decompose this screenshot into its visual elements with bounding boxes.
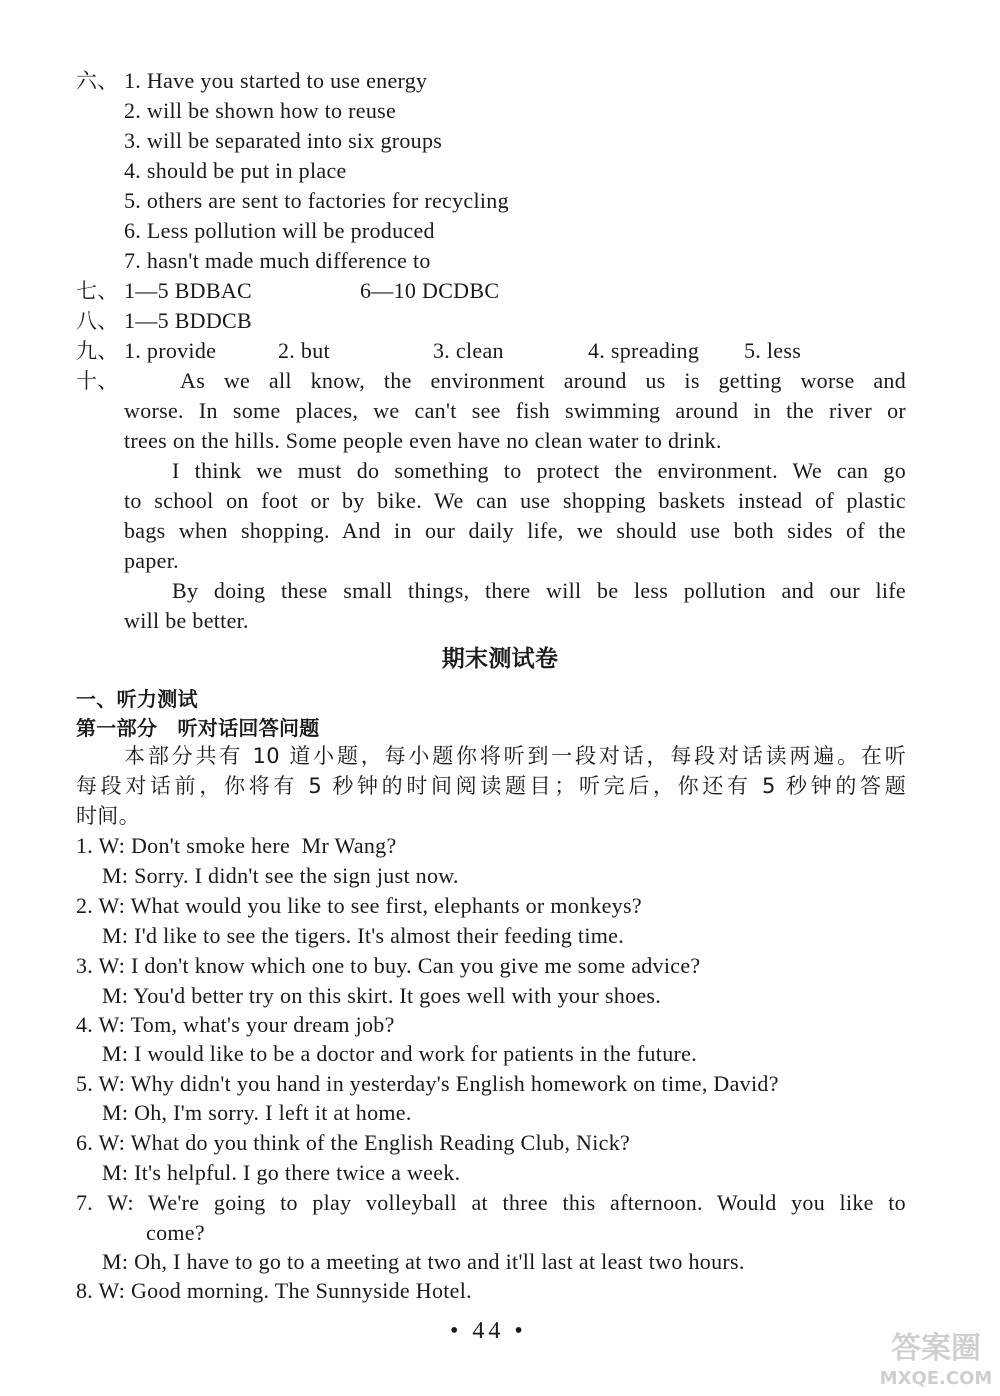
answer-7-b: 6—10 DCDBC [360,278,500,303]
watermark-top: 答案圈 [891,1331,981,1366]
answer-6-4: 4. should be put in place [124,158,347,183]
answer-6-3: 3. will be separated into six groups [124,128,443,153]
essay-line-2: worse. In some places, we can't see fish swimming around in the river or [124,398,906,423]
dialogue-7-m: M: Oh, I have to go to a meeting at two and it'll last at least two hours. [102,1249,745,1274]
dialogue-1-m: M: Sorry. I didn't see the sign just now. [102,863,459,888]
section-9-label: 九、 [76,339,119,363]
answer-6-5: 5. others are sent to factories for recycling [124,188,509,213]
dialogue-7-w: 7. W: We're going to play volleyball at three this afternoon. Would you like to [76,1190,906,1215]
answer-6-7: 7. hasn't made much difference to [124,248,431,273]
essay-line-5: to school on foot or by bike. We can use shopping baskets instead of plastic [124,488,906,513]
section-1-heading: 第一部分 听对话回答问题 [76,716,320,740]
instructions-line-3: 时间。 [76,804,140,828]
essay-line-9: will be better. [124,608,249,633]
answer-7-a: 1—5 BDBAC [124,278,252,303]
essay-line-4: I think we must do something to protect the environment. We can go [172,458,906,483]
dialogue-3-w: 3. W: I don't know which one to buy. Can you give me some advice? [76,953,701,978]
dialogue-5-w: 5. W: Why didn't you hand in yesterday's English homework on time, David? [76,1071,779,1096]
answer-9-2: 2. but [278,338,330,363]
dialogue-2-w: 2. W: What would you like to see first, elephants or monkeys? [76,893,642,918]
essay-line-7: paper. [124,548,179,573]
dialogue-6-m: M: It's helpful. I go there twice a week. [102,1160,461,1185]
page-number: • 44 • [450,1318,527,1344]
dialogue-5-m: M: Oh, I'm sorry. I left it at home. [102,1100,412,1125]
essay-line-8: By doing these small things, there will be less pollution and our life [172,578,906,603]
section-6-label: 六、 [76,69,119,93]
section-7-label: 七、 [76,279,119,303]
essay-line-3: trees on the hills. Some people even have no clean water to drink. [124,428,722,453]
answer-6-1: 1. Have you started to use energy [124,68,428,93]
exam-title: 期末测试卷 [441,646,559,672]
dialogue-8-w: 8. W: Good morning. The Sunnyside Hotel. [76,1278,472,1303]
part-1-heading: 一、听力测试 [76,687,198,711]
watermark-bottom: MXQE.COM [879,1368,993,1389]
instructions-line-2: 每段对话前，你将有 5 秒钟的时间阅读题目；听完后，你还有 5 秒钟的答题 [76,774,906,798]
dialogue-3-m: M: You'd better try on this skirt. It goes well with your shoes. [102,983,662,1008]
watermark-logo [876,1322,996,1392]
dialogue-7-w-cont: come? [146,1220,205,1245]
answer-6-6: 6. Less pollution will be produced [124,218,435,243]
instructions-line-1: 本部分共有 10 道小题，每小题你将听到一段对话，每段对话读两遍。在听 [124,744,906,768]
dialogue-4-m: M: I would like to be a doctor and work for patients in the future. [102,1041,698,1066]
answer-6-2: 2. will be shown how to reuse [124,98,397,123]
essay-line-1: As we all know, the environment around us is getting worse and [180,368,906,393]
answer-9-3: 3. clean [433,338,504,363]
answer-9-4: 4. spreading [588,338,700,363]
section-8-label: 八、 [76,309,119,333]
dialogue-1-w: 1. W: Don't smoke here Mr Wang? [76,833,397,858]
answer-9-1: 1. provide [124,338,217,363]
dialogue-6-w: 6. W: What do you think of the English Reading Club, Nick? [76,1130,631,1155]
answer-8-a: 1—5 BDDCB [124,308,252,333]
answer-9-5: 5. less [744,338,802,363]
essay-line-6: bags when shopping. And in our daily life, we should use both sides of the [124,518,906,543]
section-10-label: 十、 [76,369,119,393]
dialogue-2-m: M: I'd like to see the tigers. It's almost their feeding time. [102,923,625,948]
dialogue-4-w: 4. W: Tom, what's your dream job? [76,1012,395,1037]
